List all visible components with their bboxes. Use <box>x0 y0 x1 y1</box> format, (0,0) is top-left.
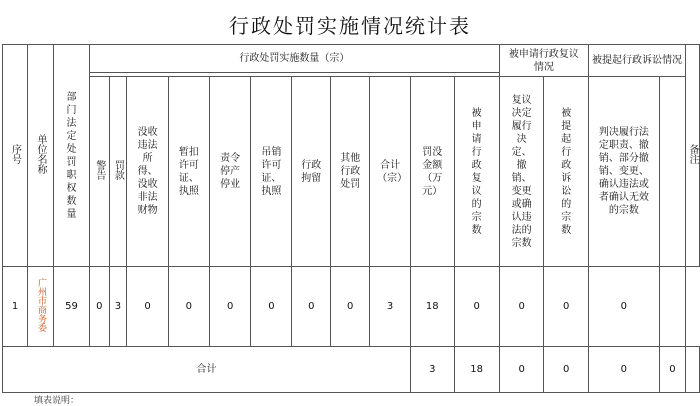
summary-lawsuit-count: 0 <box>588 347 659 393</box>
summary-row <box>3 347 700 393</box>
cell-review-count: 0 <box>454 267 499 347</box>
header-warning: 警告 <box>90 77 110 267</box>
header-fine-amount: 罚没金额（万元） <box>410 77 454 267</box>
summary-fine-amount: 18 <box>454 347 499 393</box>
summary-review-count: 0 <box>499 347 544 393</box>
header-fine: 罚款 <box>109 77 127 267</box>
header-revoke-license: 吊销许可证、执照 <box>251 77 292 267</box>
cell-confiscate: 0 <box>127 267 169 347</box>
statistics-table <box>2 44 700 393</box>
footer-note: 填表说明： <box>34 396 80 406</box>
cell-lawsuit-corrected: 0 <box>588 267 659 347</box>
cell-detention: 0 <box>292 267 331 347</box>
header-unit-name: 单位名称 <box>28 45 54 267</box>
summary-label: 合计 <box>3 347 411 393</box>
table-row <box>3 267 700 347</box>
cell-fine: 3 <box>109 267 127 347</box>
header-detention: 行政拘留 <box>292 77 331 267</box>
header-seq: 序号 <box>3 45 28 267</box>
header-penalty-group: 行政处罚实施数量（宗） <box>90 45 500 73</box>
cell-lawsuit-count: 0 <box>544 267 588 347</box>
header-review-corrected: 复议决定履行决定、撤销、变更或确认违法的宗数 <box>499 77 544 267</box>
header-confiscate: 没收违法所得、没收非法财物 <box>127 77 169 267</box>
page-title: 行政处罚实施情况统计表 <box>229 14 471 38</box>
summary-review-corrected: 0 <box>544 347 588 393</box>
cell-order-stop: 0 <box>209 267 251 347</box>
header-order-stop: 责令停产停业 <box>209 77 251 267</box>
cell-dept-powers: 59 <box>53 267 89 347</box>
cell-suspend-license: 0 <box>168 267 209 347</box>
header-dept-powers: 部门法定处罚职权数量 <box>53 45 89 267</box>
cell-revoke-license: 0 <box>251 267 292 347</box>
cell-unit-name: 广州市商务委 <box>28 267 54 347</box>
header-review-group: 被申请行政复议情况 <box>499 45 588 77</box>
cell-total: 3 <box>370 267 411 347</box>
header-remarks: 备注 <box>686 45 700 267</box>
header-suspend-license: 暂扣许可证、执照 <box>168 77 209 267</box>
cell-warning: 0 <box>90 267 110 347</box>
header-lawsuit-count: 被提起行政诉讼的宗数 <box>544 77 588 267</box>
header-lawsuit-group: 被提起行政诉讼情况 <box>588 45 685 77</box>
header-lawsuit-corrected: 判决履行法定职责、撤销、部分撤销、变更、确认违法或者确认无效的宗数 <box>588 77 659 267</box>
summary-remarks <box>686 347 700 393</box>
cell-fine-amount: 18 <box>410 267 454 347</box>
cell-remarks <box>659 267 685 347</box>
summary-lawsuit-corrected: 0 <box>659 347 685 393</box>
cell-other-penalty: 0 <box>331 267 370 347</box>
cell-seq: 1 <box>3 267 28 347</box>
cell-review-corrected: 0 <box>499 267 544 347</box>
header-review-count: 被申请行政复议的宗数 <box>454 77 499 267</box>
header-total: 合计（宗） <box>370 77 411 267</box>
header-other-penalty: 其他行政处罚 <box>331 77 370 267</box>
summary-total: 3 <box>410 347 454 393</box>
